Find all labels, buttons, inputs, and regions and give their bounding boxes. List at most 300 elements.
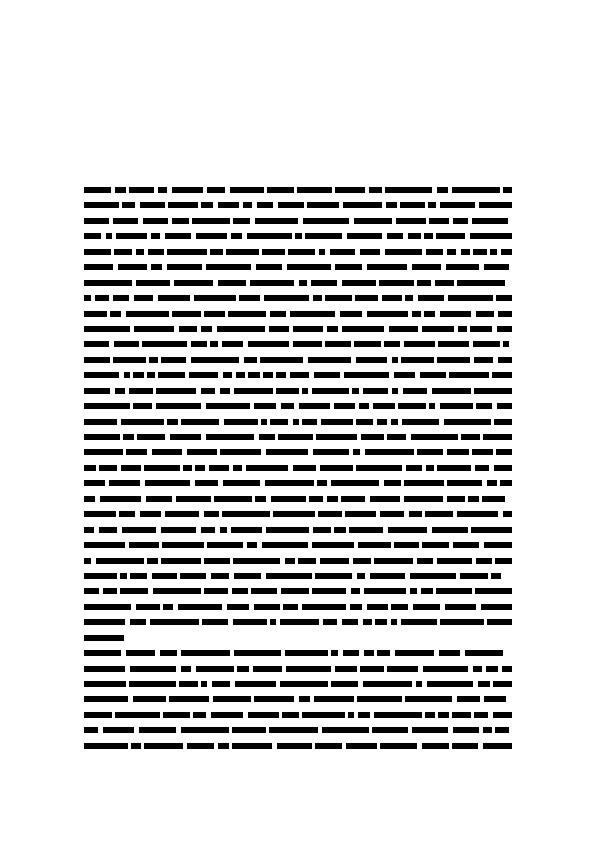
text-word bbox=[401, 619, 437, 625]
text-word bbox=[379, 280, 414, 286]
text-word bbox=[209, 465, 229, 471]
text-word bbox=[255, 496, 266, 502]
text-word bbox=[115, 388, 125, 394]
text-word bbox=[144, 465, 180, 471]
text-word bbox=[384, 480, 401, 486]
text-word bbox=[293, 419, 299, 425]
text-word bbox=[484, 264, 509, 270]
text-word bbox=[168, 202, 198, 208]
text-word bbox=[458, 326, 467, 332]
text-word bbox=[234, 573, 261, 579]
text-line bbox=[84, 662, 512, 677]
text-word bbox=[299, 403, 330, 409]
text-word bbox=[394, 542, 419, 548]
text-word bbox=[281, 403, 294, 409]
text-word bbox=[84, 635, 124, 641]
text-word bbox=[84, 295, 91, 301]
text-word bbox=[270, 419, 288, 425]
text-word bbox=[120, 573, 127, 579]
text-word bbox=[423, 666, 468, 672]
text-word bbox=[276, 372, 286, 378]
text-word bbox=[497, 326, 512, 332]
text-word bbox=[320, 558, 349, 564]
text-word bbox=[147, 372, 155, 378]
text-word bbox=[254, 696, 294, 702]
text-word bbox=[420, 372, 446, 378]
text-word bbox=[161, 527, 196, 533]
text-word bbox=[361, 434, 384, 440]
text-word bbox=[385, 187, 432, 193]
text-word bbox=[204, 558, 230, 564]
text-word bbox=[180, 573, 206, 579]
text-line bbox=[84, 461, 512, 476]
text-word bbox=[298, 558, 316, 564]
text-word bbox=[357, 573, 365, 579]
text-word bbox=[263, 372, 273, 378]
text-word bbox=[453, 727, 479, 733]
text-word bbox=[432, 388, 471, 394]
text-word bbox=[124, 372, 130, 378]
text-word bbox=[341, 496, 365, 502]
text-word bbox=[179, 326, 197, 332]
text-word bbox=[490, 249, 497, 255]
text-word bbox=[473, 341, 500, 347]
text-word bbox=[202, 619, 228, 625]
text-word bbox=[114, 249, 132, 255]
text-word bbox=[84, 249, 111, 255]
text-word bbox=[312, 588, 346, 594]
text-word bbox=[248, 372, 260, 378]
text-word bbox=[413, 604, 440, 610]
text-word bbox=[206, 264, 251, 270]
text-word bbox=[183, 465, 192, 471]
text-word bbox=[262, 542, 308, 548]
text-word bbox=[445, 604, 476, 610]
text-word bbox=[356, 465, 402, 471]
text-word bbox=[211, 712, 243, 718]
text-word bbox=[347, 233, 382, 239]
text-word bbox=[457, 696, 480, 702]
text-word bbox=[142, 341, 187, 347]
text-word bbox=[282, 712, 299, 718]
text-word bbox=[84, 712, 112, 718]
text-word bbox=[179, 681, 198, 687]
text-word bbox=[265, 480, 314, 486]
text-word bbox=[84, 573, 117, 579]
text-word bbox=[343, 202, 382, 208]
text-word bbox=[167, 419, 178, 425]
text-word bbox=[412, 311, 421, 317]
text-word bbox=[380, 511, 404, 517]
text-word bbox=[232, 588, 248, 594]
text-word bbox=[386, 202, 397, 208]
text-word bbox=[295, 233, 302, 239]
text-word bbox=[447, 449, 469, 455]
text-line bbox=[84, 307, 512, 322]
text-word bbox=[437, 558, 472, 564]
text-word bbox=[373, 403, 395, 409]
text-word bbox=[476, 558, 492, 564]
text-word bbox=[181, 419, 219, 425]
text-word bbox=[325, 341, 351, 347]
text-word bbox=[470, 233, 512, 239]
text-word bbox=[471, 527, 512, 533]
text-word bbox=[503, 187, 512, 193]
text-word bbox=[287, 264, 331, 270]
text-word bbox=[321, 419, 353, 425]
text-word bbox=[147, 558, 158, 564]
text-word bbox=[116, 233, 147, 239]
text-word bbox=[500, 480, 512, 486]
text-line bbox=[84, 554, 512, 569]
text-word bbox=[440, 403, 473, 409]
text-word bbox=[493, 712, 512, 718]
text-word bbox=[299, 280, 307, 286]
text-word bbox=[428, 202, 436, 208]
text-word bbox=[84, 727, 98, 733]
text-word bbox=[201, 681, 207, 687]
text-word bbox=[410, 573, 456, 579]
text-word bbox=[84, 542, 125, 548]
text-word bbox=[457, 511, 498, 517]
text-word bbox=[220, 449, 261, 455]
text-word bbox=[503, 341, 509, 347]
text-word bbox=[425, 511, 453, 517]
text-word bbox=[311, 280, 337, 286]
text-word bbox=[375, 619, 387, 625]
text-word bbox=[212, 681, 230, 687]
text-word bbox=[277, 743, 312, 749]
text-word bbox=[113, 295, 129, 301]
text-word bbox=[356, 357, 387, 363]
text-word bbox=[145, 480, 190, 486]
text-word bbox=[483, 727, 492, 733]
text-word bbox=[425, 712, 435, 718]
text-word bbox=[129, 187, 154, 193]
text-word bbox=[382, 295, 402, 301]
text-word bbox=[254, 604, 280, 610]
text-word bbox=[406, 465, 422, 471]
text-word bbox=[483, 434, 512, 440]
text-word bbox=[404, 496, 443, 502]
text-word bbox=[266, 573, 312, 579]
text-line bbox=[84, 198, 512, 213]
text-word bbox=[267, 187, 294, 193]
text-word bbox=[122, 202, 135, 208]
text-word bbox=[254, 403, 276, 409]
text-line bbox=[84, 430, 512, 445]
text-word bbox=[410, 588, 417, 594]
text-word bbox=[482, 496, 505, 502]
text-word bbox=[113, 357, 146, 363]
text-word bbox=[355, 295, 378, 301]
text-word bbox=[84, 588, 99, 594]
text-word bbox=[315, 743, 342, 749]
text-line bbox=[84, 569, 512, 584]
text-word bbox=[377, 419, 387, 425]
text-word bbox=[354, 341, 381, 347]
text-word bbox=[120, 588, 148, 594]
text-word bbox=[437, 187, 448, 193]
text-word bbox=[335, 264, 362, 270]
text-word bbox=[106, 233, 112, 239]
text-line bbox=[84, 245, 512, 260]
text-word bbox=[84, 465, 96, 471]
text-word bbox=[408, 233, 421, 239]
text-word bbox=[309, 496, 323, 502]
text-word bbox=[447, 496, 465, 502]
text-word bbox=[498, 311, 512, 317]
text-word bbox=[372, 727, 408, 733]
text-word bbox=[283, 604, 298, 610]
text-word bbox=[439, 650, 460, 656]
text-word bbox=[334, 403, 355, 409]
text-word bbox=[213, 696, 251, 702]
text-word bbox=[121, 419, 164, 425]
text-word bbox=[84, 357, 110, 363]
text-word bbox=[496, 449, 512, 455]
text-word bbox=[446, 264, 479, 270]
text-line bbox=[84, 708, 512, 723]
text-word bbox=[248, 341, 289, 347]
text-line bbox=[84, 415, 512, 430]
text-word bbox=[438, 341, 469, 347]
text-word bbox=[126, 311, 169, 317]
text-word bbox=[167, 249, 207, 255]
text-word bbox=[370, 573, 405, 579]
text-word bbox=[387, 233, 403, 239]
text-word bbox=[266, 449, 308, 455]
text-word bbox=[334, 527, 346, 533]
text-word bbox=[133, 696, 166, 702]
text-word bbox=[470, 326, 492, 332]
text-word bbox=[191, 357, 239, 363]
text-word bbox=[494, 419, 512, 425]
text-word bbox=[136, 249, 144, 255]
text-word bbox=[235, 681, 276, 687]
text-word bbox=[498, 357, 512, 363]
text-word bbox=[84, 326, 130, 332]
text-word bbox=[435, 280, 454, 286]
text-word bbox=[394, 372, 415, 378]
text-word bbox=[342, 326, 384, 332]
text-word bbox=[146, 496, 172, 502]
text-word bbox=[492, 372, 512, 378]
text-word bbox=[84, 681, 126, 687]
text-word bbox=[196, 233, 227, 239]
text-word bbox=[152, 449, 182, 455]
text-word bbox=[224, 419, 258, 425]
text-word bbox=[417, 558, 433, 564]
text-line bbox=[84, 600, 512, 615]
text-word bbox=[84, 372, 119, 378]
text-word bbox=[273, 511, 315, 517]
text-word bbox=[223, 480, 260, 486]
text-word bbox=[385, 249, 422, 255]
text-word bbox=[416, 681, 422, 687]
text-word bbox=[260, 357, 303, 363]
text-word bbox=[84, 403, 130, 409]
text-word bbox=[163, 604, 173, 610]
text-word bbox=[484, 696, 506, 702]
text-word bbox=[351, 588, 360, 594]
text-word bbox=[256, 264, 282, 270]
text-word bbox=[453, 218, 468, 224]
text-word bbox=[151, 264, 162, 270]
text-word bbox=[161, 558, 201, 564]
text-line bbox=[84, 723, 512, 738]
text-word bbox=[342, 619, 358, 625]
text-line bbox=[84, 507, 512, 522]
text-word bbox=[196, 666, 234, 672]
text-word bbox=[417, 280, 431, 286]
text-line bbox=[84, 492, 512, 507]
text-word bbox=[495, 558, 512, 564]
text-word bbox=[172, 187, 203, 193]
text-word bbox=[367, 264, 407, 270]
text-word bbox=[84, 496, 95, 502]
text-word bbox=[201, 527, 215, 533]
text-word bbox=[461, 249, 470, 255]
text-word bbox=[181, 666, 191, 672]
text-word bbox=[152, 573, 177, 579]
text-line bbox=[84, 631, 512, 646]
text-word bbox=[84, 696, 128, 702]
text-word bbox=[364, 588, 406, 594]
text-word bbox=[231, 527, 262, 533]
text-word bbox=[412, 727, 448, 733]
text-word bbox=[335, 187, 365, 193]
text-word bbox=[220, 388, 230, 394]
text-word bbox=[248, 712, 279, 718]
text-word bbox=[174, 280, 213, 286]
text-word bbox=[230, 187, 264, 193]
text-word bbox=[218, 202, 239, 208]
text-word bbox=[136, 604, 160, 610]
text-word bbox=[363, 388, 388, 394]
text-word bbox=[422, 542, 449, 548]
text-word bbox=[211, 573, 229, 579]
text-word bbox=[303, 218, 349, 224]
text-word bbox=[409, 511, 422, 517]
text-word bbox=[398, 403, 426, 409]
text-word bbox=[207, 542, 243, 548]
text-word bbox=[290, 311, 335, 317]
text-word bbox=[96, 558, 144, 564]
text-word bbox=[95, 295, 109, 301]
text-word bbox=[374, 712, 422, 718]
text-line bbox=[84, 646, 512, 661]
text-line bbox=[84, 523, 512, 538]
text-word bbox=[358, 542, 391, 548]
text-word bbox=[133, 403, 152, 409]
text-word bbox=[340, 311, 362, 317]
text-word bbox=[232, 743, 272, 749]
text-word bbox=[165, 233, 191, 239]
text-word bbox=[293, 341, 322, 347]
text-word bbox=[226, 249, 259, 255]
text-word bbox=[250, 280, 294, 286]
text-line bbox=[84, 692, 512, 707]
text-word bbox=[133, 372, 144, 378]
text-word bbox=[122, 527, 156, 533]
text-word bbox=[363, 619, 372, 625]
text-word bbox=[503, 511, 512, 517]
text-word bbox=[234, 388, 273, 394]
text-word bbox=[364, 650, 374, 656]
text-word bbox=[218, 743, 229, 749]
text-word bbox=[204, 511, 219, 517]
text-word bbox=[358, 712, 370, 718]
text-word bbox=[158, 187, 167, 193]
text-word bbox=[84, 666, 125, 672]
text-word bbox=[479, 202, 512, 208]
text-word bbox=[123, 434, 134, 440]
text-word bbox=[167, 264, 202, 270]
text-word bbox=[285, 558, 295, 564]
text-word bbox=[475, 465, 489, 471]
text-word bbox=[259, 434, 275, 440]
text-line bbox=[84, 476, 512, 491]
text-word bbox=[234, 650, 281, 656]
text-word bbox=[165, 511, 199, 517]
text-word bbox=[194, 295, 236, 301]
text-word bbox=[293, 465, 316, 471]
text-word bbox=[487, 619, 512, 625]
text-word bbox=[343, 650, 359, 656]
text-word bbox=[472, 449, 493, 455]
text-word bbox=[84, 527, 94, 533]
text-word bbox=[233, 465, 242, 471]
text-word bbox=[84, 480, 105, 486]
text-word bbox=[363, 681, 412, 687]
text-word bbox=[281, 588, 309, 594]
text-word bbox=[288, 249, 315, 255]
text-word bbox=[424, 311, 435, 317]
text-word bbox=[299, 696, 310, 702]
text-word bbox=[115, 712, 160, 718]
text-word bbox=[187, 743, 214, 749]
text-word bbox=[302, 604, 346, 610]
text-word bbox=[437, 357, 470, 363]
text-line bbox=[84, 353, 512, 368]
text-word bbox=[432, 527, 468, 533]
text-line bbox=[84, 399, 512, 414]
text-word bbox=[320, 465, 353, 471]
text-word bbox=[392, 357, 398, 363]
text-word bbox=[312, 542, 354, 548]
text-word bbox=[440, 619, 484, 625]
text-word bbox=[84, 449, 123, 455]
text-word bbox=[130, 573, 147, 579]
text-word bbox=[232, 727, 266, 733]
text-word bbox=[314, 372, 340, 378]
text-word bbox=[84, 434, 120, 440]
text-word bbox=[237, 666, 249, 672]
text-word bbox=[161, 357, 186, 363]
text-word bbox=[365, 449, 414, 455]
text-word bbox=[400, 202, 425, 208]
text-word bbox=[476, 403, 492, 409]
text-word bbox=[114, 341, 139, 347]
text-word bbox=[302, 388, 308, 394]
text-word bbox=[438, 712, 449, 718]
text-word bbox=[404, 480, 444, 486]
text-word bbox=[233, 218, 250, 224]
text-word bbox=[84, 511, 116, 517]
text-word bbox=[367, 604, 388, 610]
text-line bbox=[84, 214, 512, 229]
